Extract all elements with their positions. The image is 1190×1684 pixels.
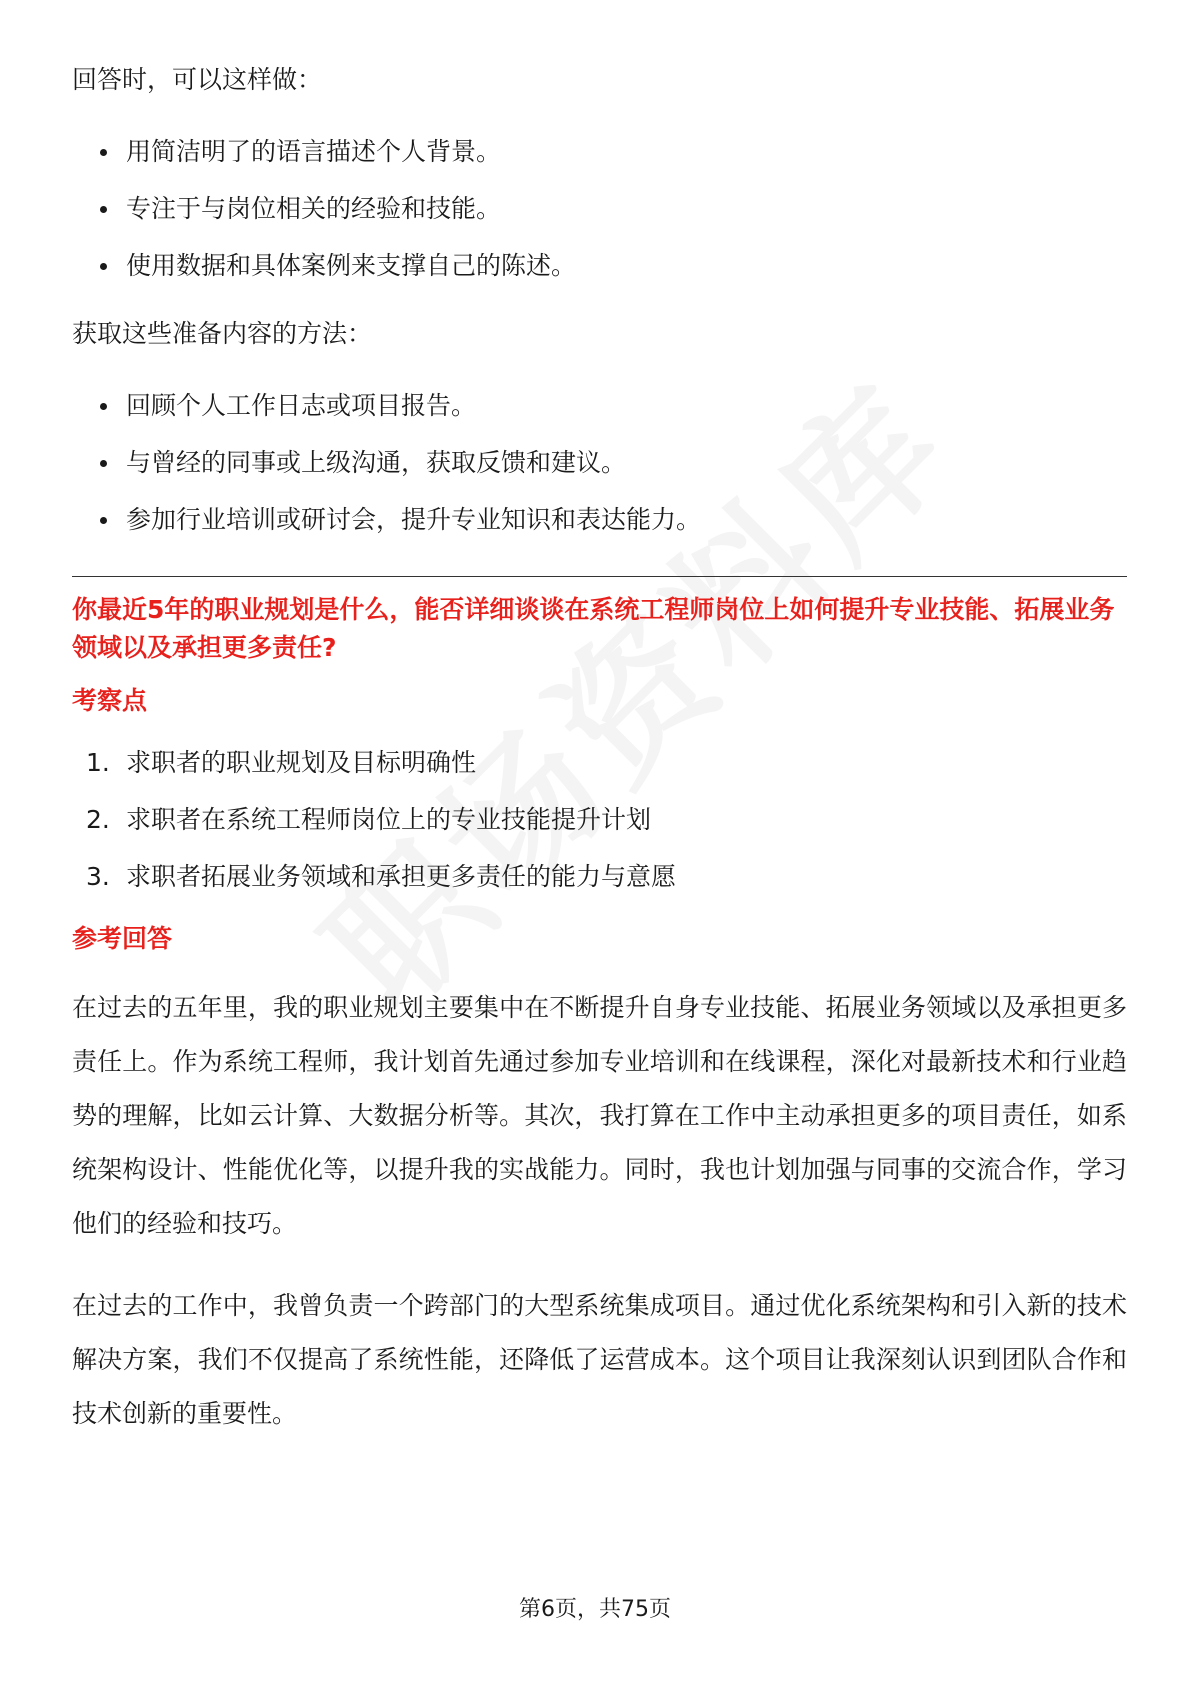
intro-bullet-list [72,132,1127,286]
list-item: 用简洁明了的语言描述个人背景。 [72,132,1127,172]
answer-paragraph: 在过去的工作中，我曾负责一个跨部门的大型系统集成项目。通过优化系统架构和引入新的技术解决方案，我们不仅提高了系统性能，还降低了运营成本。这个项目让我深刻认识到团队合作和技术创新的重要性。 [72,1291,1127,1428]
answer-paragraph: 在过去的五年里，我的职业规划主要集中在不断提升自身专业技能、拓展业务领域以及承担更多责任上。作为系统工程师，我计划首先通过参加专业培训和在线课程，深化对最新技术和行业趋势的理解，比如云计算、大数据分析等。其次，我打算在工作中主动承担更多的项目责任，如系统架构设计、性能优化等，以提升我的实战能力。同时，我也计划加强与同事的交流合作，学习他们的经验和技巧。 [72,993,1127,1238]
reference-heading: 参考回答 [72,924,173,953]
list-item-text: 求职者拓展业务领域和承担更多责任的能力与意愿 [126,862,677,891]
prep-bullet-list [72,386,1127,540]
assessment-point-list [72,743,1127,897]
list-item: 参加行业培训或研讨会，提升专业知识和表达能力。 [72,500,1127,540]
intro-label: 回答时，可以这样做： [72,65,323,94]
assessment-heading: 考察点 [72,686,148,715]
list-item: 使用数据和具体案例来支撑自己的陈述。 [72,246,1127,286]
list-number: 2. [86,805,110,834]
list-item-text: 求职者在系统工程师岗位上的专业技能提升计划 [126,805,652,834]
list-number: 3. [86,862,110,891]
list-item [72,800,1127,840]
section-divider [72,576,1127,577]
list-item [72,743,1127,783]
list-item [72,857,1127,897]
list-item: 与曾经的同事或上级沟通，获取反馈和建议。 [72,443,1127,483]
list-number: 1. [86,748,110,777]
list-item-text: 求职者的职业规划及目标明确性 [126,748,477,777]
list-item: 回顾个人工作日志或项目报告。 [72,386,1127,426]
prep-label: 获取这些准备内容的方法： [72,319,373,348]
list-item: 专注于与岗位相关的经验和技能。 [72,189,1127,229]
question-heading: 你最近5年的职业规划是什么，能否详细谈谈在系统工程师岗位上如何提升专业技能、拓展业务领域以及承担更多责任? [72,595,1115,662]
document-page [72,60,1127,1469]
page-number: 第6页，共75页 [519,1597,671,1622]
